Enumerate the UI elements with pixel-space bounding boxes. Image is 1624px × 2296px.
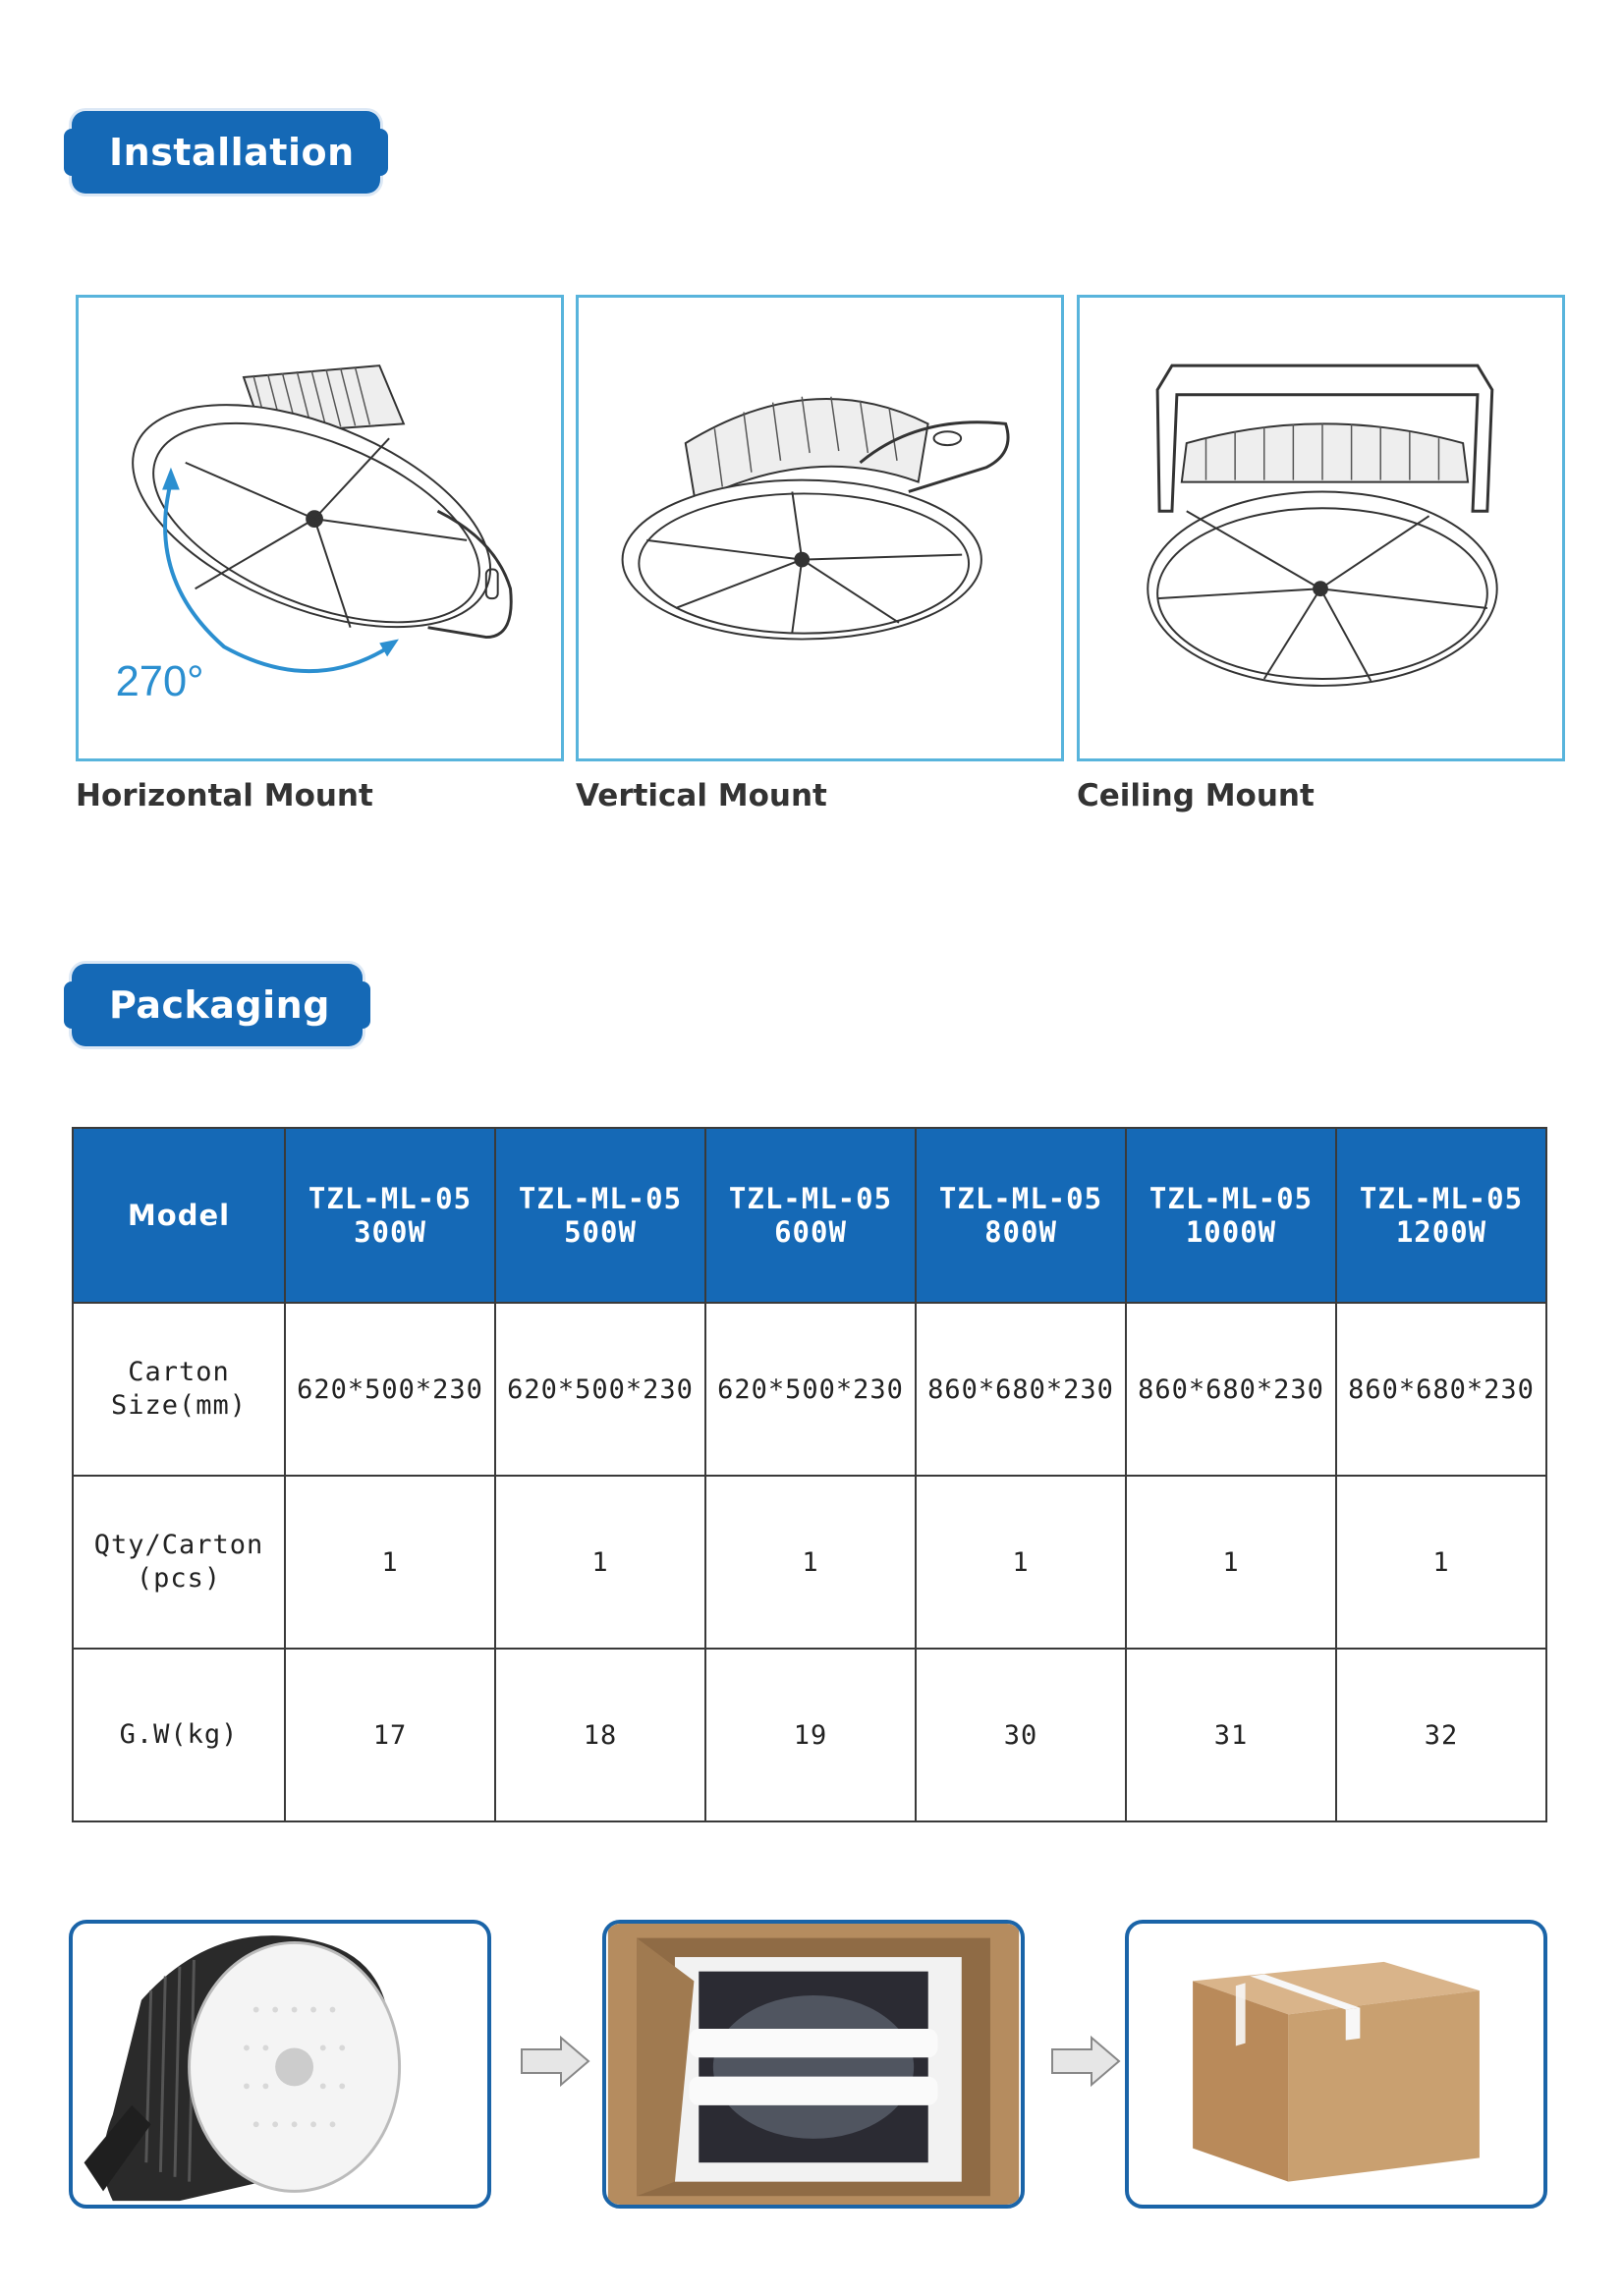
rotation-angle-label: 270° xyxy=(115,657,204,705)
horizontal-mount-diagram xyxy=(76,295,564,761)
mount-label-horizontal: Horizontal Mount xyxy=(76,778,373,813)
table-cell: 17 xyxy=(285,1649,495,1821)
table-cell: 1 xyxy=(1126,1476,1336,1649)
table-row xyxy=(73,1476,1546,1649)
ceiling-mount-diagram xyxy=(1077,295,1565,761)
table-cell: 30 xyxy=(916,1649,1126,1821)
table-cell: 1 xyxy=(285,1476,495,1649)
led-floodlight-photo xyxy=(69,1920,491,2209)
packaging-heading xyxy=(72,964,363,1046)
row-label-qty: Qty/Carton (pcs) xyxy=(73,1476,285,1649)
table-cell: 1 xyxy=(1336,1476,1546,1649)
arrow-right-icon xyxy=(1048,2034,1123,2089)
table-row xyxy=(73,1649,1546,1821)
table-cell: 1 xyxy=(495,1476,705,1649)
arrow-right-icon xyxy=(518,2034,592,2089)
model-column-header: TZL-ML-05 1000W xyxy=(1126,1128,1336,1303)
model-column-header: TZL-ML-05 800W xyxy=(916,1128,1126,1303)
row-label-gross-weight: G.W(kg) xyxy=(73,1649,285,1821)
model-column-header: TZL-ML-05 600W xyxy=(705,1128,916,1303)
packed-box-icon xyxy=(606,1924,1021,2205)
carton-box-icon xyxy=(1129,1924,1543,2205)
installation-heading-text: Installation xyxy=(109,131,355,174)
model-column-header: TZL-ML-05 500W xyxy=(495,1128,705,1303)
floodlight-icon xyxy=(73,1924,487,2205)
table-cell: 860*680*230 xyxy=(1336,1303,1546,1476)
mount-label-vertical: Vertical Mount xyxy=(576,778,827,813)
sealed-carton-photo xyxy=(1125,1920,1547,2209)
packaging-table xyxy=(72,1127,1547,1822)
table-header-row xyxy=(73,1128,1546,1303)
table-cell: 31 xyxy=(1126,1649,1336,1821)
table-row xyxy=(73,1303,1546,1476)
mount-label-ceiling: Ceiling Mount xyxy=(1077,778,1315,813)
row-label-carton-size: Carton Size(mm) xyxy=(73,1303,285,1476)
table-cell: 1 xyxy=(705,1476,916,1649)
table-cell: 620*500*230 xyxy=(285,1303,495,1476)
table-cell: 620*500*230 xyxy=(495,1303,705,1476)
table-cell: 18 xyxy=(495,1649,705,1821)
ceiling-mount-icon xyxy=(1080,298,1562,758)
table-cell: 19 xyxy=(705,1649,916,1821)
foam-packed-box-photo xyxy=(602,1920,1025,2209)
model-column-header: TZL-ML-05 1200W xyxy=(1336,1128,1546,1303)
horizontal-mount-icon xyxy=(79,298,561,758)
table-cell: 32 xyxy=(1336,1649,1546,1821)
installation-heading xyxy=(72,111,380,194)
table-cell: 860*680*230 xyxy=(916,1303,1126,1476)
table-cell: 860*680*230 xyxy=(1126,1303,1336,1476)
model-column-header: TZL-ML-05 300W xyxy=(285,1128,495,1303)
table-cell: 620*500*230 xyxy=(705,1303,916,1476)
model-header: Model xyxy=(73,1128,285,1303)
packaging-heading-text: Packaging xyxy=(109,983,330,1027)
table-cell: 1 xyxy=(916,1476,1126,1649)
vertical-mount-diagram xyxy=(576,295,1064,761)
vertical-mount-icon xyxy=(579,298,1061,758)
